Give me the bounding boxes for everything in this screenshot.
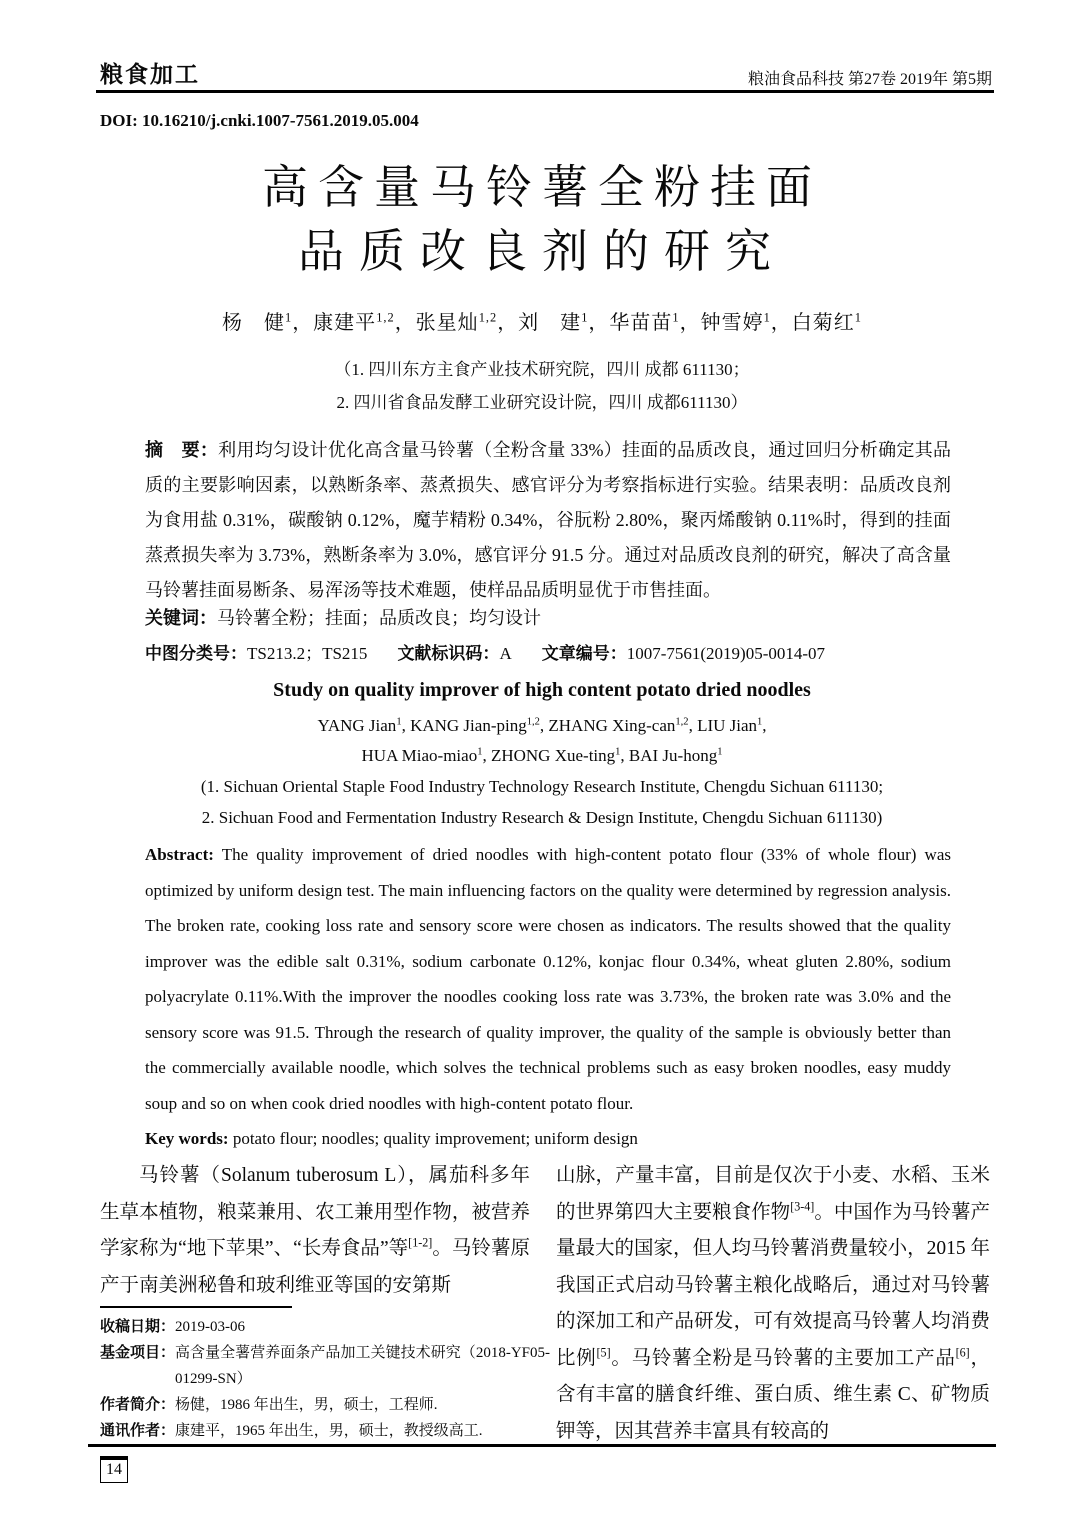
footnote-received-date-label: 收稿日期： <box>100 1318 176 1335</box>
abstract-en <box>145 837 951 1121</box>
footnote-corresponding-author <box>100 1418 550 1444</box>
classification-line <box>145 639 975 664</box>
authors-en-line1: YANG Jian$^1$, KANG Jian-ping$^{1,2}$, ZHANG Xing-can$^{1,2}$, LIU Jian$^1$, <box>317 716 767 735</box>
keywords-en-text: potato flour; noodles; quality improvement; uniform design <box>232 1129 638 1148</box>
page-bottom-rule <box>88 1444 996 1447</box>
article-title-en: Study on quality improver of high content potato dried noodles <box>273 679 811 701</box>
body-paragraph-right: 山脉，产量丰富，目前是仅次于小麦、水稻、玉米的世界第四大主要粮食作物[3-4]。中国作为马铃薯产量最大的国家，但人均马铃薯消费量较小，2015 年我国正式启动马铃薯主粮化战略后，通过对马铃薯的深加工和产品研发，可有效提高马铃薯人均消费比例[5]。马铃薯全粉是马铃薯的主要加工产品[6]，含有丰富的膳食纤维、蛋白质、维生素 C、矿物质钾等，因其营养丰富具有较高的 <box>556 1165 990 1442</box>
footnote-fund-project <box>100 1340 550 1392</box>
footnote-author-bio-value: 杨健，1986 年出生，男，硕士，工程师. <box>175 1397 438 1413</box>
keywords-cn-text: 马铃薯全粉；挂面；品质改良；均匀设计 <box>217 608 541 628</box>
abstract-cn <box>145 433 951 608</box>
abstract-en-block <box>145 837 951 1157</box>
footnote-fund-project-value: 高含量全薯营养面条产品加工关键技术研究（2018-YF05-01299-SN） <box>175 1345 550 1387</box>
abstract-cn-text: 利用均匀设计优化高含量马铃薯（全粉含量 33%）挂面的品质改良，通过回归分析确定其品质的主要影响因素，以熟断条率、蒸煮损失、感官评分为考察指标进行实验。结果表明：品质改良剂为食用盐 0.31%，碳酸钠 0.12%，魔芋精粉 0.34%，谷朊粉 2.80%，聚丙烯酸钠 0.11%时，得到的挂面蒸煮损失率为 3.73%，熟断条率为 3.0%，感官评分 91.5 分。通过对品质改良剂的研究，解决了高含量马铃薯挂面易断条、易浑汤等技术难题，使样品品质明显优于市售挂面。 <box>145 440 951 600</box>
abstract-cn-label: 摘 要： <box>145 440 219 460</box>
article-title-cn <box>0 156 1084 284</box>
authors-en <box>0 711 1084 771</box>
footnote-received-date <box>100 1314 550 1340</box>
affiliation-en-2: 2. Sichuan Food and Fermentation Industry Research & Design Institute, Chengdu Sichuan 611130) <box>201 808 883 827</box>
header-divider <box>96 90 994 93</box>
article-id-value: 1007-7561(2019)05-0014-07 <box>626 644 826 663</box>
journal-section-label: 粮食加工 <box>100 61 200 87</box>
body-paragraph-left: 马铃薯（Solanum tuberosum L），属茄科多年生草本植物，粮菜兼用、农工兼用型作物，被营养学家称为“地下苹果”、“长寿食品”等[1-2]。马铃薯原产于南美洲秘鲁和玻利维亚等国的安第斯 <box>100 1165 530 1296</box>
affiliation-en-1: (1. Sichuan Oriental Staple Food Industry Technology Research Institute, Chengdu Sichuan 611130; <box>200 777 884 796</box>
footnote-author-bio <box>100 1392 550 1418</box>
article-title-cn-line1: 高含量马铃薯全粉挂面 <box>262 162 822 213</box>
journal-issue-info: 粮油食品科技 第27卷 2019年 第5期 <box>747 71 992 88</box>
affiliation-cn-2: 2. 四川省食品发酵工业研究设计院，四川 成都611130） <box>336 393 748 412</box>
keywords-en-label: Key words: <box>145 1129 229 1148</box>
affiliations-en <box>0 771 1084 833</box>
document-code-value: A <box>499 644 512 663</box>
affiliations-cn <box>0 353 1084 419</box>
authors-en-line2: HUA Miao-miao$^1$, ZHONG Xue-ting$^1$, BAI Ju-hong$^1$ <box>361 746 723 765</box>
footnote-received-date-value: 2019-03-06 <box>175 1319 246 1335</box>
clc-value: TS213.2；TS215 <box>247 644 368 663</box>
clc-label: 中图分类号： <box>145 644 247 663</box>
body-left-column <box>100 1158 530 1304</box>
keywords-cn <box>145 604 951 630</box>
abstract-en-text: The quality improvement of dried noodles with high-content potato flour (33% of whole flour) was optimized by uniform design test. The main influencing factors on the quality were determined by regression analysis. The broken rate, cooking loss rate and sensory score were chosen as indicators. The results showed that the quality improver was the edible salt 0.31%, sodium carbonate 0.12%, konjac flour 0.34%, wheat gluten 2.80%, sodium polyacrylate 0.11%.With the improver the noodles cooking loss rate was 3.73%, the broken rate was 3.0% and the sensory score was 91.5. Through the research of quality improver, the quality of the sample is obviously better than the commercially available noodle, which solves the technical problems such as easy broken noodles, easy muddy soup and so on when cook dried noodles with high-content potato flour. <box>145 845 951 1113</box>
footnote-divider <box>100 1306 292 1308</box>
footnotes <box>100 1314 550 1444</box>
abstract-en-label: Abstract: <box>145 845 214 864</box>
keywords-en <box>145 1121 951 1157</box>
article-title-cn-line2: 品质改良剂的研究 <box>298 226 786 277</box>
doi-text: DOI: 10.16210/j.cnki.1007-7561.2019.05.004 <box>100 111 419 130</box>
affiliation-cn-1: （1. 四川东方主食产业技术研究院，四川 成都 611130； <box>334 360 750 379</box>
page-number: 14 <box>100 1456 128 1483</box>
footnote-corresponding-author-value: 康建平，1965 年出生，男，硕士，教授级高工. <box>175 1423 483 1439</box>
body-right-column <box>556 1158 990 1450</box>
keywords-cn-label: 关键词： <box>145 608 217 628</box>
footnote-author-bio-label: 作者简介： <box>100 1396 176 1413</box>
article-id-label: 文章编号： <box>541 644 627 663</box>
footnote-corresponding-author-label: 通讯作者： <box>100 1422 176 1439</box>
authors-cn: 杨 健$^1$，康建平$^{1,2}$，张星灿$^{1,2}$，刘 建$^1$，华苗苗$^1$，钟雪婷$^1$，白菊红$^1$ <box>221 310 862 334</box>
footnote-fund-project-label: 基金项目： <box>100 1344 176 1361</box>
document-code-label: 文献标识码： <box>397 644 500 663</box>
